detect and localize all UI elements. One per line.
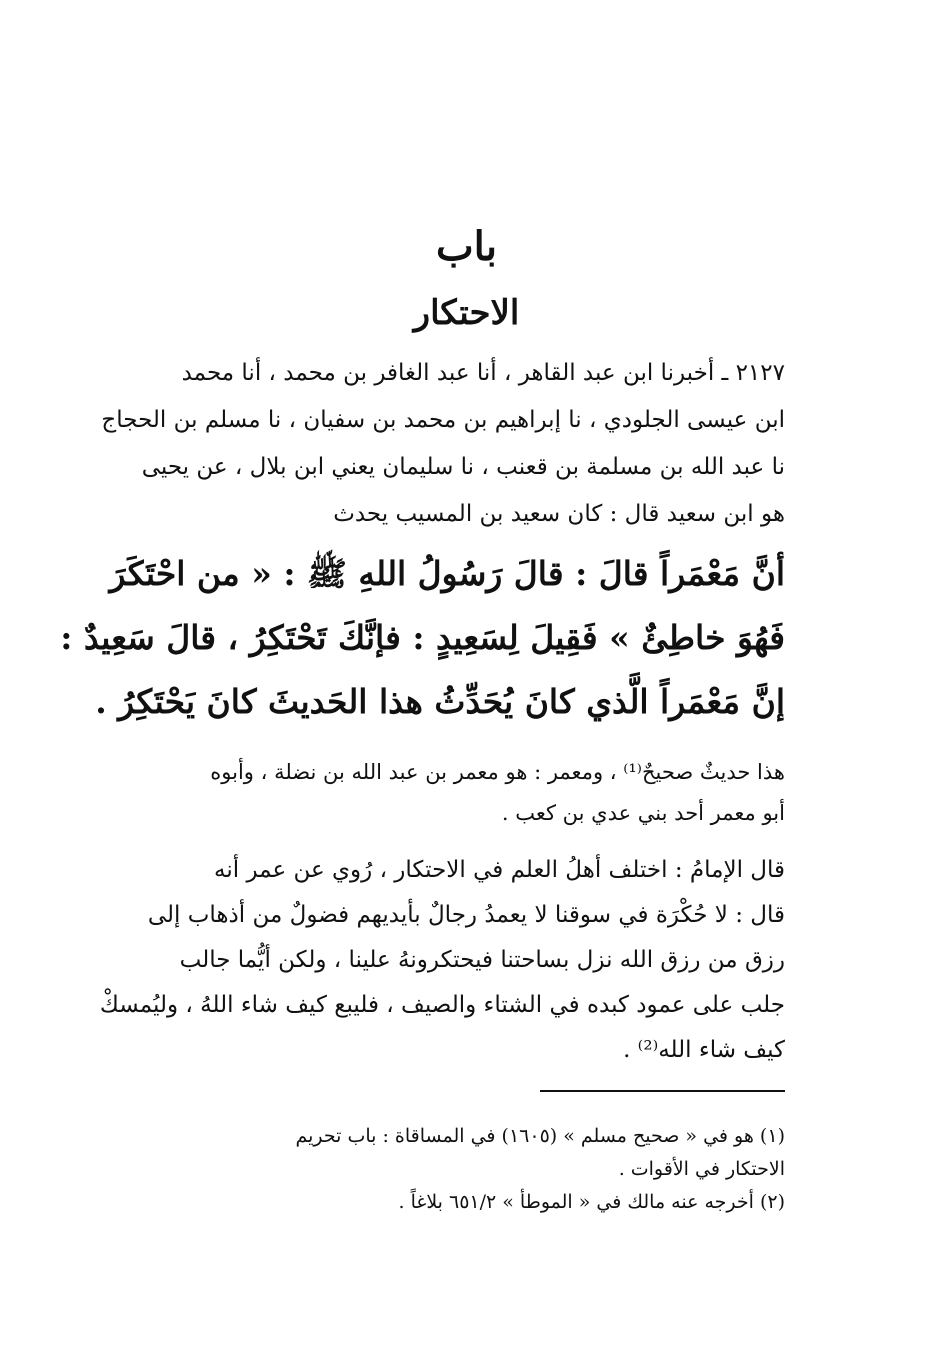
hadith-matn — [60, 542, 785, 734]
imam-note — [99, 848, 785, 1073]
imam-line: كيف شاء الله⁽²⁾ . — [623, 1037, 785, 1063]
imam-line: جلب على عمود كبده في الشتاء والصيف ، فليبع كيف شاء اللهُ ، وليُمسكْ — [99, 992, 785, 1018]
chapter-title: باب — [436, 223, 497, 270]
footnote-continuation: الاحتكار في الأقوات . — [618, 1158, 785, 1180]
footnote-text: (٢) أخرجه عنه مالك في « الموطأ » ٦٥١/٢ بلاغاً . — [398, 1191, 785, 1213]
footnote-1 — [143, 1120, 785, 1186]
footnotes — [143, 1120, 785, 1219]
comment-line: هذا حديثٌ صحيحٌ⁽¹⁾ ، ومعمر : هو معمر بن عبد الله بن نضلة ، وأبوه — [210, 760, 785, 784]
hadith-comment — [143, 752, 785, 834]
imam-line: رزق من رزق الله نزل بساحتنا فيحتكرونهُ علينا ، ولكن أيُّما جالب — [179, 947, 785, 973]
isnad-line: نا عبد الله بن مسلمة بن قعنب ، نا سليمان يعني ابن بلال ، عن يحيى — [141, 454, 785, 480]
comment-line: أبو معمر أحد بني عدي بن كعب . — [501, 801, 785, 825]
footnote-2 — [143, 1186, 785, 1219]
matn-line: فَهُوَ خاطِئٌ » فَقِيلَ لِسَعِيدٍ : فإنَّكَ تَحْتَكِرُ ، قالَ سَعِيدٌ : — [60, 618, 785, 657]
imam-line: قال : لا حُكْرَة في سوقنا لا يعمدُ رجالٌ بأيديهم فضولٌ من أذهاب إلى — [147, 902, 785, 928]
imam-line: قال الإمامُ : اختلف أهلُ العلم في الاحتكار ، رُوي عن عمر أنه — [214, 857, 785, 883]
matn-line: أنَّ مَعْمَراً قالَ : قالَ رَسُولُ اللهِ ﷺ : « من احْتَكَرَ — [109, 554, 785, 593]
footnote-divider — [540, 1090, 785, 1092]
isnad-line: ابن عيسى الجلودي ، نا إبراهيم بن محمد بن سفيان ، نا مسلم بن الحجاج — [101, 407, 785, 433]
section-title: الاحتكار — [413, 293, 520, 333]
isnad-line: هو ابن سعيد قال : كان سعيد بن المسيب يحدث — [333, 501, 785, 527]
isnad-line: ٢١٢٧ ـ أخبرنا ابن عبد القاهر ، أنا عبد الغافر بن محمد ، أنا محمد — [181, 360, 785, 386]
matn-line: إنَّ مَعْمَراً الَّذي كانَ يُحَدِّثُ هذا الحَديثَ كانَ يَحْتَكِرُ . — [95, 682, 785, 721]
footnote-text: (١) هو في « صحيح مسلم » (١٦٠٥) في المساقاة : باب تحريم — [295, 1125, 785, 1147]
hadith-isnad — [101, 350, 785, 538]
